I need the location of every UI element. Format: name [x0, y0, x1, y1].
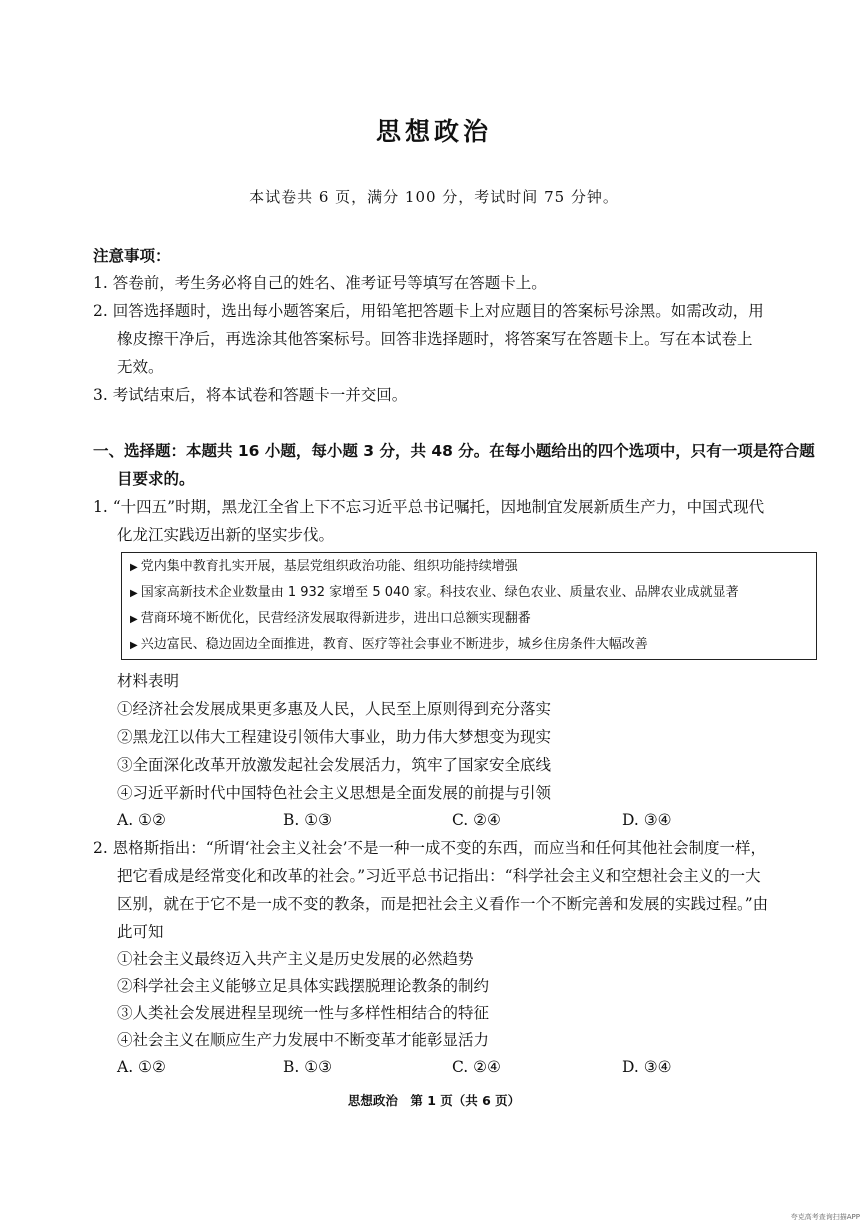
notice-line: 无效。	[117, 358, 164, 376]
notice-line: 2. 回答选择题时，选出每小题答案后，用铅笔把答题卡上对应题目的答案标号涂黑。如需改动，用	[93, 302, 764, 320]
section-heading: 一、选择题：本题共 16 小题，每小题 3 分，共 48 分。在每小题给出的四个选项中，只有一项是符合题	[93, 442, 815, 460]
q2-choice-d[interactable]: D. ③④	[622, 1058, 672, 1076]
q2-stem: 2. 恩格斯指出：“所谓‘社会主义社会’不是一种一成不变的东西，而应当和任何其他社会制度一样，	[93, 839, 766, 857]
page-title: 思想政治	[375, 117, 492, 146]
q1-material-box	[121, 552, 817, 660]
q1-choice-b[interactable]: B. ①③	[283, 811, 333, 829]
q2-option: ③人类社会发展进程呈现统一性与多样性相结合的特征	[117, 1004, 490, 1022]
q1-option: ①经济社会发展成果更多惠及人民，人民至上原则得到充分落实	[117, 700, 552, 718]
q1-stem-cont: 化龙江实践迈出新的坚实步伐。	[117, 526, 335, 544]
q2-choice-c[interactable]: C. ②④	[452, 1058, 501, 1076]
q2-choice-b[interactable]: B. ①③	[283, 1058, 333, 1076]
exam-info: 本试卷共 6 页，满分 100 分，考试时间 75 分钟。	[249, 188, 619, 206]
triangle-bullet-icon: ▶	[130, 614, 138, 625]
section-heading-cont: 目要求的。	[117, 470, 195, 488]
q2-option: ①社会主义最终迈入共产主义是历史发展的必然趋势	[117, 950, 474, 968]
q2-option: ②科学社会主义能够立足具体实践摆脱理论教条的制约	[117, 977, 490, 995]
triangle-bullet-icon: ▶	[130, 588, 138, 599]
q1-stem: 1. “十四五”时期，黑龙江全省上下不忘习近平总书记嘱托，因地制宜发展新质生产力，中国式现代	[93, 498, 765, 516]
notice-line: 3. 考试结束后，将本试卷和答题卡一并交回。	[93, 386, 408, 404]
watermark-text: 夸克高考查询扫描APP	[790, 1213, 860, 1221]
q2-choice-a[interactable]: A. ①②	[117, 1058, 166, 1076]
q1-lead: 材料表明	[117, 672, 180, 690]
triangle-bullet-icon: ▶	[130, 562, 138, 573]
q1-option: ④习近平新时代中国特色社会主义思想是全面发展的前提与引领	[117, 784, 552, 802]
notice-line: 橡皮擦干净后，再选涂其他答案标号。回答非选择题时，将答案写在答题卡上。写在本试卷上	[117, 330, 753, 348]
material-item: ▶ 国家高新技术企业数量由 1 932 家增至 5 040 家。科技农业、绿色农业、质量农业、品牌农业成就显著	[130, 584, 739, 603]
q1-choice-a[interactable]: A. ①②	[117, 811, 166, 829]
material-item: ▶ 党内集中教育扎实开展，基层党组织政治功能、组织功能持续增强	[130, 558, 518, 577]
q2-stem-cont: 把它看成是经常变化和改革的社会。”习近平总书记指出：“科学社会主义和空想社会主义的一大	[117, 867, 761, 885]
material-item: ▶ 营商环境不断优化，民营经济发展取得新进步，进出口总额实现翻番	[130, 610, 531, 629]
q2-stem-cont: 区别，就在于它不是一成不变的教条，而是把社会主义看作一个不断完善和发展的实践过程。”由	[117, 895, 769, 913]
q2-option: ④社会主义在顺应生产力发展中不断变革才能彰显活力	[117, 1031, 490, 1049]
page-footer: 思想政治 第 1 页（共 6 页）	[347, 1093, 521, 1108]
q1-choice-c[interactable]: C. ②④	[452, 811, 501, 829]
q1-choice-d[interactable]: D. ③④	[622, 811, 672, 829]
material-item: ▶ 兴边富民、稳边固边全面推进，教育、医疗等社会事业不断进步，城乡住房条件大幅改善	[130, 636, 648, 655]
triangle-bullet-icon: ▶	[130, 640, 138, 651]
notice-heading: 注意事项：	[93, 247, 171, 265]
q2-stem-cont: 此可知	[117, 923, 164, 941]
q1-option: ③全面深化改革开放激发起社会发展活力，筑牢了国家安全底线	[117, 756, 552, 774]
q1-option: ②黑龙江以伟大工程建设引领伟大事业，助力伟大梦想变为现实	[117, 728, 552, 746]
notice-line: 1. 答卷前，考生务必将自己的姓名、准考证号等填写在答题卡上。	[93, 274, 547, 292]
